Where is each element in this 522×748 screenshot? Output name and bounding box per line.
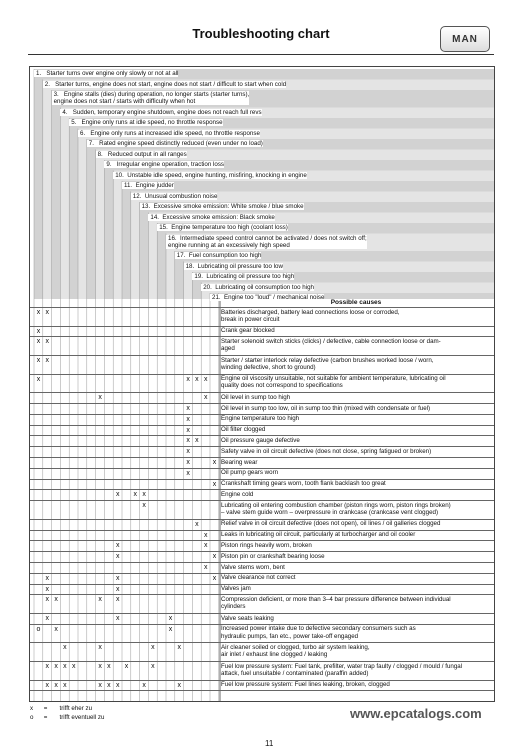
mark-symbol: x: [195, 375, 199, 383]
mark-symbol: x: [124, 663, 129, 670]
legend-eq: =: [43, 705, 48, 712]
mark-symbol: x: [54, 625, 58, 633]
mark-symbol: x: [186, 448, 190, 456]
fault-label: 15. Engine temperature too high (coolant loss): [159, 224, 288, 231]
mark-symbol: x: [186, 459, 190, 466]
watermark: www.epcatalogs.com: [350, 706, 482, 721]
mark-symbol: x: [212, 553, 217, 561]
fault-label: 10. Unstable idle speed, engine hunting, misfiring, knocking in engine: [115, 171, 307, 179]
mark-symbol: x: [45, 585, 50, 593]
mark-symbol: x: [168, 625, 173, 633]
cause-text: Lubricating oil entering combustion chamber (piston rings worn, piston rings broken) – valve stem guide worn – overpressure in crankcase (crankcase vent clogged): [221, 501, 451, 516]
mark-symbol: x: [115, 491, 120, 499]
mark-symbol: x: [54, 681, 58, 689]
mark-symbol: x: [63, 663, 67, 670]
legend-symbol: x: [30, 705, 34, 712]
cause-text: Compression deficient, or more than 3–4 bar pressure difference between individual cylinders: [221, 595, 451, 611]
mark-symbol: x: [203, 375, 208, 383]
mark-symbol: x: [98, 681, 102, 689]
mark-symbol: x: [54, 663, 58, 670]
fault-label: 7. Rated engine speed distinctly reduced (even under no load): [88, 140, 263, 147]
legend-text: trifft eventuell zu: [59, 714, 105, 721]
mark-symbol: x: [45, 663, 50, 670]
legend-symbol: o: [30, 714, 34, 721]
mark-symbol: x: [203, 531, 208, 539]
cause-text: Piston rings heavily worn, broken: [221, 541, 312, 549]
mark-symbol: x: [212, 459, 217, 466]
cause-text: Engine cold: [221, 490, 254, 498]
mark-symbol: x: [212, 574, 217, 582]
mark-symbol: x: [195, 437, 199, 445]
mark-symbol: x: [195, 520, 199, 528]
cause-text: Starter solenoid switch sticks (clicks) / defective, cable connection loose or dam- aged: [221, 337, 441, 353]
cause-text: Crank gear blocked: [221, 327, 275, 335]
cause-text: Fuel low pressure system: Fuel lines leaking, broken, clogged: [221, 681, 390, 689]
page-title: Troubleshooting chart: [192, 26, 330, 41]
mark-symbol: x: [142, 502, 146, 510]
mark-symbol: x: [151, 644, 155, 652]
mark-symbol: x: [45, 615, 50, 622]
legend-item-possible: [30, 714, 104, 721]
fault-label: 21. Engine too "loud" / mechanical noise: [212, 294, 325, 301]
mark-symbol: x: [45, 574, 50, 582]
cause-text: Oil level in sump too high: [221, 393, 291, 401]
mark-symbol: x: [115, 681, 120, 689]
cause-text: Safety valve in oil circuit defective (does not close, spring fatigued or broken): [221, 447, 432, 455]
fault-label: 12. Unusual combustion noise: [132, 192, 218, 200]
cause-text: Starter / starter interlock relay defective (carbon brushes worked loose / worn, winding defective, short to ground): [221, 356, 434, 371]
mark-symbol: x: [36, 338, 41, 346]
mark-symbol: x: [115, 574, 120, 582]
mark-symbol: x: [45, 357, 50, 364]
mark-symbol: x: [115, 542, 120, 550]
cause-text: Valve seats leaking: [221, 614, 274, 622]
cause-text: Bearing wear: [221, 458, 258, 466]
cause-text: Air cleaner soiled or clogged, turbo air system leaking, air inlet / exhaust line clogged / leaking: [221, 643, 370, 659]
cause-text: Engine temperature too high: [221, 415, 300, 423]
mark-symbol: x: [54, 596, 58, 604]
mark-symbol: x: [98, 644, 102, 652]
mark-symbol: x: [115, 553, 120, 561]
mark-symbol: x: [45, 338, 50, 346]
mark-symbol: x: [45, 596, 50, 604]
mark-symbol: x: [115, 596, 120, 604]
header-rule: [28, 54, 494, 55]
cause-text: Piston pin or crankshaft bearing loose: [221, 552, 325, 560]
cause-text: Oil pressure gauge defective: [221, 436, 300, 444]
cause-text: Increased power intake due to defective secondary consumers such as hydraulic pumps, fan etc., power take-off engaged: [221, 625, 416, 640]
mark-symbol: x: [36, 375, 41, 383]
mark-symbol: x: [212, 480, 217, 488]
fault-label: 2. Starter turns, engine does not start, engine does not start / difficult to start when cold: [44, 80, 287, 88]
cause-text: Relief valve in oil circuit defective (does not open), oil lines / oil galleries clogged: [221, 520, 441, 528]
mark-symbol: x: [151, 663, 155, 670]
mark-symbol: o: [36, 625, 41, 633]
cause-text: Valve clearance not correct: [221, 574, 296, 582]
mark-symbol: x: [186, 469, 190, 477]
mark-symbol: x: [186, 375, 190, 383]
legend-eq: =: [43, 714, 48, 721]
cause-text: Valves jam: [221, 585, 251, 593]
mark-symbol: x: [36, 327, 41, 335]
mark-symbol: x: [98, 663, 102, 670]
fault-label: 17. Fuel consumption too high: [176, 252, 262, 259]
mark-symbol: x: [107, 681, 111, 689]
mark-symbol: x: [133, 491, 138, 499]
fault-label: 6. Engine only runs at increased idle speed, no throttle response: [80, 129, 260, 137]
mark-symbol: x: [45, 681, 50, 689]
cause-text: Batteries discharged, battery lead connections loose or corroded, break in power circuit: [221, 308, 400, 323]
legend-item-likely: [30, 705, 92, 712]
cause-text: Engine oil viscosity unsuitable, not suitable for ambient temperature, lubricating oil quality does not correspond to specifications: [221, 375, 446, 390]
fault-label: 19. Lubricating oil pressure too high: [194, 273, 295, 280]
fault-label: 20. Lubricating oil consumption too high: [203, 283, 314, 291]
mark-symbol: x: [142, 681, 146, 689]
mark-symbol: x: [36, 357, 41, 364]
fault-label: 18. Lubricating oil pressure too low: [185, 262, 283, 270]
mark-symbol: x: [98, 394, 102, 402]
mark-symbol: x: [203, 394, 208, 402]
mark-symbol: x: [45, 309, 50, 316]
mark-symbol: x: [107, 663, 111, 670]
cause-text: Oil pump gears worn: [221, 469, 279, 477]
mark-symbol: x: [186, 415, 190, 423]
cause-text: Oil filter clogged: [221, 426, 266, 434]
fault-label: 3. Engine stalls (dies) during operation, no longer starts (starter turns), engine does not start / starts with difficulty when hot: [53, 91, 250, 105]
man-logo: MAN: [440, 26, 490, 52]
cause-text: Valve stems worn, bent: [221, 563, 285, 571]
mark-symbol: x: [71, 663, 76, 670]
mark-symbol: x: [203, 542, 208, 550]
mark-symbol: x: [177, 681, 182, 689]
mark-symbol: x: [63, 681, 67, 689]
mark-symbol: x: [203, 564, 208, 571]
fault-label: 5. Engine only runs at idle speed, no throttle response: [71, 119, 223, 126]
mark-symbol: x: [142, 491, 146, 499]
mark-symbol: x: [186, 405, 190, 412]
page-number: 11: [265, 739, 274, 748]
fault-label: 8. Reduced output in all ranges: [97, 150, 187, 158]
fault-label: 11. Engine judder: [124, 182, 174, 189]
fault-label: 14. Excessive smoke emission: Black smoke: [150, 213, 275, 221]
fault-label: 4. Sudden, temporary engine shutdown, engine does not reach full revs: [62, 108, 262, 116]
fault-label: 1. Starter turns over engine only slowly or not at all: [36, 70, 179, 77]
possible-causes-heading: Possible causes: [330, 299, 382, 306]
fault-label: 9. Irregular engine operation, traction loss: [106, 161, 225, 168]
cause-text: Fuel low pressure system: Fuel tank, prefilter, water trap faulty / clogged / mould / fungal attack, fuel unsuitable / contaminated (paraffin added): [221, 662, 463, 677]
legend-text: trifft eher zu: [59, 705, 93, 712]
mark-symbol: x: [186, 426, 190, 434]
fault-label: 16. Intermediate speed control cannot be activated / does not switch off; engine running at an excessively high speed: [168, 234, 367, 249]
mark-symbol: x: [63, 644, 67, 652]
cause-text: Oil level in sump too low, oil in sump too thin (mixed with condensate or fuel): [221, 404, 431, 412]
fault-label: 13. Excessive smoke emission: White smoke / blue smoke: [141, 203, 304, 210]
mark-symbol: x: [115, 585, 120, 593]
mark-symbol: x: [186, 437, 190, 445]
row-divider: [30, 690, 494, 691]
cause-text: Crankshaft timing gears worn, tooth flank backlash too great: [221, 480, 386, 488]
mark-symbol: x: [36, 309, 41, 316]
mark-symbol: x: [115, 615, 120, 622]
mark-symbol: x: [98, 596, 102, 604]
cause-text: Leaks in lubricating oil circuit, particularly at turbocharger and oil cooler: [221, 531, 416, 539]
mark-symbol: x: [177, 644, 182, 652]
mark-symbol: x: [168, 615, 173, 622]
troubleshooting-chart: [29, 66, 495, 702]
